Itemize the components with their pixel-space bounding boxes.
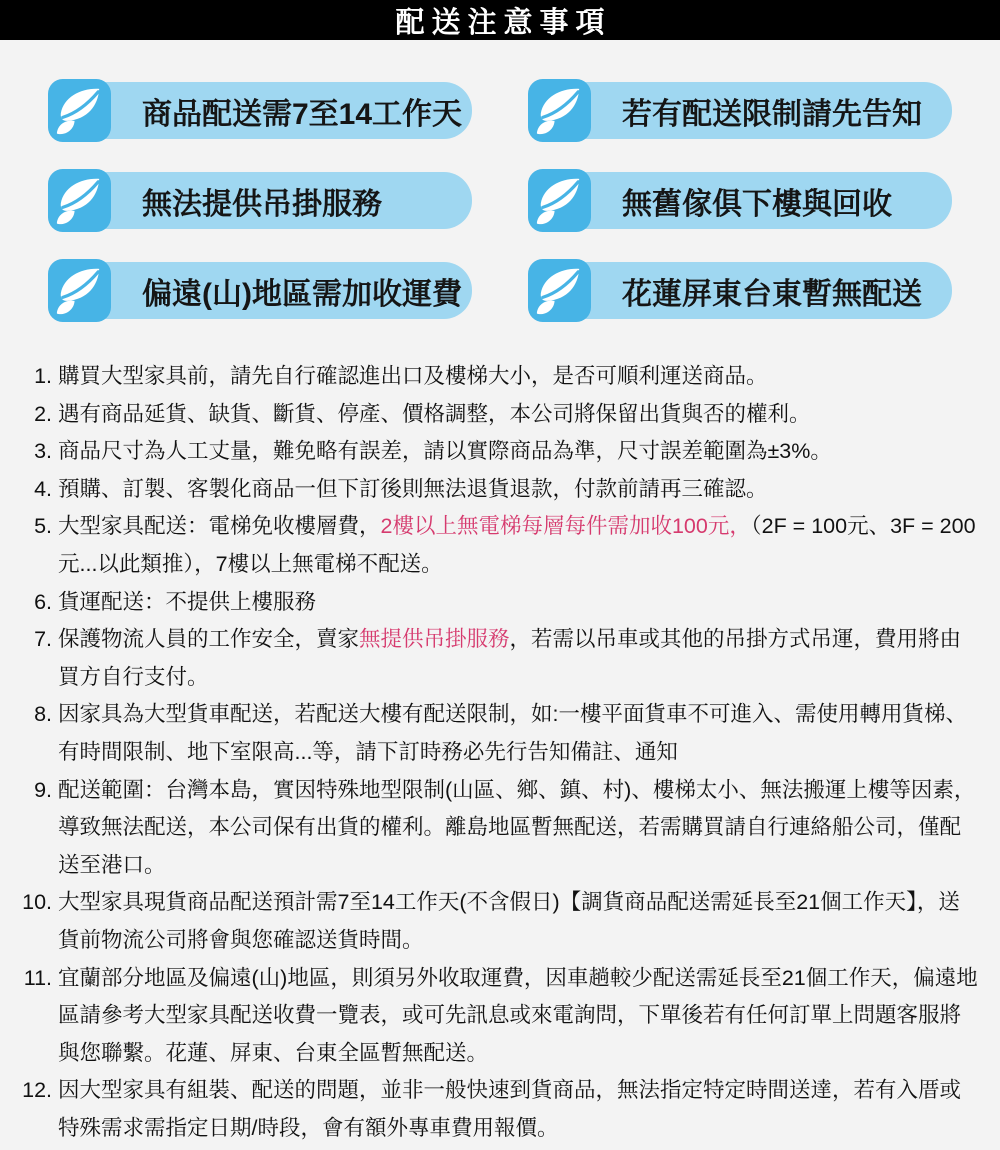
note-number: 3. bbox=[34, 439, 52, 464]
badge-label: 商品配送需7至14工作天 bbox=[60, 82, 472, 139]
note-text bbox=[58, 396, 980, 434]
note-item bbox=[22, 960, 980, 1073]
note-text bbox=[58, 471, 980, 509]
leaf-icon bbox=[48, 259, 111, 322]
page-title: 配送注意事項 bbox=[395, 6, 612, 39]
badge bbox=[48, 79, 472, 142]
note-item bbox=[22, 621, 980, 696]
badge-label: 無舊傢俱下樓與回收 bbox=[540, 172, 952, 229]
badge bbox=[48, 259, 472, 322]
note-number: 12. bbox=[22, 1078, 52, 1103]
note-text bbox=[58, 584, 980, 622]
leaf-icon bbox=[528, 169, 591, 232]
notes-list bbox=[22, 358, 980, 1147]
note-number: 11. bbox=[23, 965, 52, 990]
note-number: 1. bbox=[34, 364, 52, 388]
note-text bbox=[58, 621, 980, 696]
note-text bbox=[58, 433, 980, 471]
note-segment: 購買大型家具前，請先自行確認進出口及樓梯大小，是否可順利運送商品。 bbox=[58, 364, 768, 388]
badge bbox=[528, 169, 952, 232]
leaf-icon bbox=[48, 169, 111, 232]
note-segment: 保護物流人員的工作安全，賣家 bbox=[58, 627, 360, 652]
note-item bbox=[22, 884, 980, 959]
leaf-icon bbox=[528, 79, 591, 142]
leaf-icon bbox=[48, 79, 111, 142]
badge bbox=[48, 169, 472, 232]
note-text bbox=[58, 508, 980, 583]
badge-label: 偏遠(山)地區需加收運費 bbox=[60, 262, 472, 319]
note-item bbox=[22, 358, 980, 396]
note-item bbox=[22, 508, 980, 583]
badge bbox=[528, 79, 952, 142]
note-highlight: 2樓以上無電梯每層每件需加收100元， bbox=[380, 514, 751, 539]
note-segment: ，若需以吊車或其他的吊掛方式吊運，費用將由買方自行支付。 bbox=[58, 627, 962, 689]
note-segment: （2F = 100元、3F = 200元...以此類推），7樓以上無電梯不配送。 bbox=[58, 514, 976, 576]
note-item bbox=[22, 471, 980, 509]
note-segment: 因大型家具有組裝、配送的問題，並非一般快速到貨商品，無法指定特定時間送達，若有入厝或特殊需求需指定日期/時段，會有額外專車費用報價。 bbox=[58, 1078, 962, 1140]
note-segment: 遇有商品延貨、缺貨、斷貨、停產、價格調整，本公司將保留出貨與否的權利。 bbox=[58, 401, 811, 426]
note-text bbox=[58, 1072, 980, 1147]
note-segment: 預購、訂製、客製化商品一但下訂後則無法退貨退款，付款前請再三確認。 bbox=[58, 476, 768, 501]
note-text bbox=[58, 696, 980, 771]
badge-grid bbox=[48, 79, 952, 322]
badge-label: 若有配送限制請先告知 bbox=[540, 82, 952, 139]
leaf-icon bbox=[528, 259, 591, 322]
note-number: 9. bbox=[34, 777, 52, 802]
note-number: 2. bbox=[34, 401, 52, 426]
note-number: 10. bbox=[22, 890, 52, 915]
note-number: 7. bbox=[34, 627, 52, 652]
note-text bbox=[58, 772, 980, 885]
note-item bbox=[22, 396, 980, 434]
title-bar bbox=[0, 0, 1000, 40]
badge-label: 花蓮屏東台東暫無配送 bbox=[540, 262, 952, 319]
badge bbox=[528, 259, 952, 322]
note-segment: 貨運配送：不提供上樓服務 bbox=[58, 589, 317, 614]
note-item bbox=[22, 1072, 980, 1147]
note-segment: 大型家具配送：電梯免收樓層費， bbox=[58, 514, 381, 539]
note-number: 8. bbox=[34, 702, 52, 727]
note-segment: 因家具為大型貨車配送，若配送大樓有配送限制，如:一樓平面貨車不可進入、需使用轉用貨梯、有時間限制、地下室限高...等，請下訂時務必先行告知備註、通知 bbox=[58, 702, 967, 764]
note-segment: 配送範圍：台灣本島，實因特殊地型限制(山區、鄉、鎮、村)、樓梯太小、無法搬運上樓等因素，導致無法配送，本公司保有出貨的權利。離島地區暫無配送，若需購買請自行連絡船公司，僅配送至港口。 bbox=[58, 777, 976, 877]
note-text bbox=[58, 358, 980, 396]
badge-label: 無法提供吊掛服務 bbox=[60, 172, 472, 229]
note-segment: 商品尺寸為人工丈量，難免略有誤差，請以實際商品為準，尺寸誤差範圍為±3%。 bbox=[58, 439, 832, 464]
note-text bbox=[58, 884, 980, 959]
note-segment: 宜蘭部分地區及偏遠(山)地區，則須另外收取運費，因車趟較少配送需延長至21個工作天，偏遠地區請參考大型家具配送收費一覽表，或可先訊息或來電詢問，下單後若有任何訂單上問題客服將與您聯繫。花蓮、屏東、台東全區暫無配送。 bbox=[58, 965, 978, 1065]
note-text bbox=[58, 960, 980, 1073]
note-item bbox=[22, 772, 980, 885]
note-highlight: 無提供吊掛服務 bbox=[359, 627, 510, 652]
note-number: 6. bbox=[34, 589, 52, 614]
note-item bbox=[22, 433, 980, 471]
note-segment: 大型家具現貨商品配送預計需7至14工作天(不含假日)【調貨商品配送需延長至21個工作天】，送貨前物流公司將會與您確認送貨時間。 bbox=[58, 890, 960, 952]
note-number: 5. bbox=[34, 514, 52, 539]
note-number: 4. bbox=[34, 476, 52, 501]
note-item bbox=[22, 696, 980, 771]
note-item bbox=[22, 584, 980, 622]
